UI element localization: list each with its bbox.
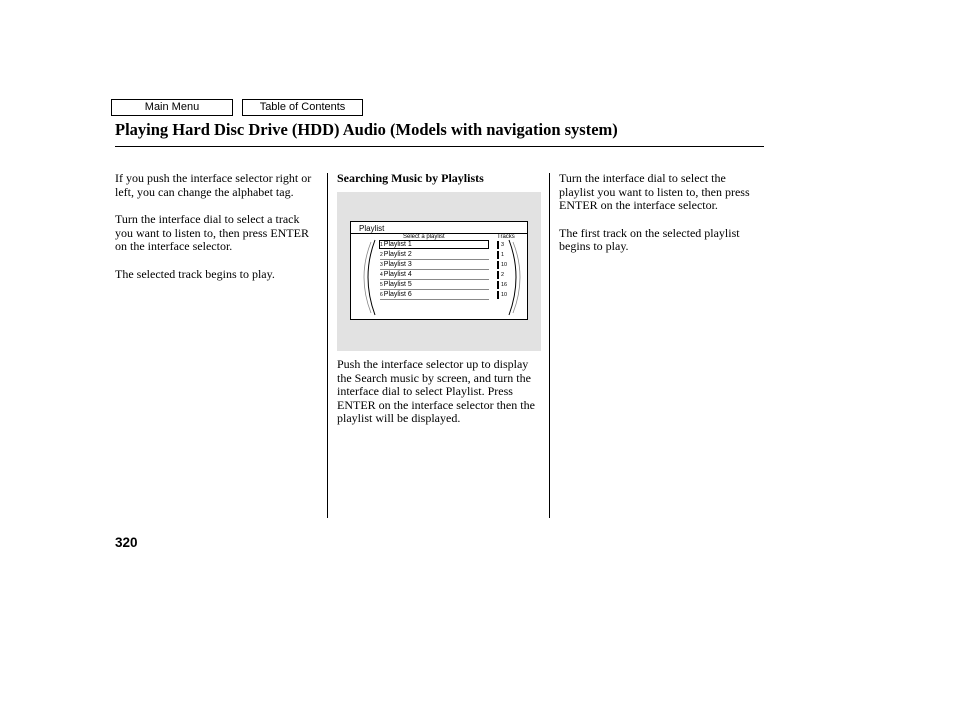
row-name: Playlist 3	[383, 261, 412, 268]
page-title: Playing Hard Disc Drive (HDD) Audio (Models with navigation system)	[115, 120, 618, 139]
column-separator	[497, 241, 499, 249]
row-index: 2	[380, 252, 383, 258]
row-underline	[380, 269, 489, 270]
row-tracks: 1	[501, 252, 505, 258]
main-menu-button[interactable]: Main Menu	[111, 99, 233, 116]
screen-illustration	[337, 192, 541, 351]
list-item[interactable]	[380, 251, 489, 259]
row-tracks: 10	[501, 292, 508, 298]
paragraph: The selected track begins to play.	[115, 266, 275, 281]
column-separator	[497, 261, 499, 269]
list-item[interactable]	[380, 281, 489, 289]
column-separator	[497, 251, 499, 259]
screen-subtitle: Select a playlist	[403, 234, 445, 240]
list-item[interactable]	[380, 291, 489, 299]
row-index: 5	[380, 282, 383, 288]
paragraph: Turn the interface dial to select a track you want to listen to, then press ENTER on the interface selector.	[115, 212, 309, 253]
list-item[interactable]	[380, 271, 489, 279]
row-underline	[380, 299, 489, 300]
row-name: Playlist 6	[383, 291, 412, 298]
row-tracks: 10	[501, 262, 508, 268]
table-of-contents-button[interactable]: Table of Contents	[242, 99, 363, 116]
row-name: Playlist 1	[383, 241, 412, 248]
row-index: 4	[380, 272, 383, 278]
section-heading: Searching Music by Playlists	[337, 171, 484, 185]
paragraph: Turn the interface dial to select the playlist you want to listen to, then press ENTER on the interface selector.	[559, 171, 750, 212]
title-rule	[115, 146, 764, 147]
row-underline	[380, 289, 489, 290]
column-divider-2	[549, 173, 550, 518]
column-2-body	[337, 358, 541, 440]
row-tracks: 16	[501, 282, 508, 288]
row-name: Playlist 2	[383, 251, 412, 258]
paragraph: The first track on the selected playlist begins to play.	[559, 225, 740, 253]
paragraph: If you push the interface selector right or left, you can change the alphabet tag.	[115, 171, 312, 199]
screen-title: Playlist	[359, 224, 385, 233]
column-divider-1	[327, 173, 328, 518]
column-separator	[497, 291, 499, 299]
column-3	[559, 172, 759, 268]
row-underline	[380, 259, 489, 260]
paragraph: Push the interface selector up to display the Search music by screen, and turn the interface dial to select Playlist. Press ENTER on the interface selector then the playlist will be displayed.	[337, 357, 535, 425]
row-name: Playlist 5	[383, 281, 412, 288]
row-underline	[380, 279, 489, 280]
row-index: 6	[380, 292, 383, 298]
row-tracks: 3	[501, 242, 505, 248]
list-item[interactable]	[380, 261, 489, 269]
playlist-screen	[350, 221, 528, 320]
list-item[interactable]	[380, 241, 489, 249]
screen-tracks-header: Tracks	[497, 234, 515, 240]
row-index: 1	[380, 242, 383, 248]
row-tracks: 2	[501, 272, 505, 278]
column-1	[115, 172, 315, 295]
column-separator	[497, 281, 499, 289]
row-name: Playlist 4	[383, 271, 412, 278]
page-number: 320	[115, 535, 138, 550]
column-separator	[497, 271, 499, 279]
row-index: 3	[380, 262, 383, 268]
